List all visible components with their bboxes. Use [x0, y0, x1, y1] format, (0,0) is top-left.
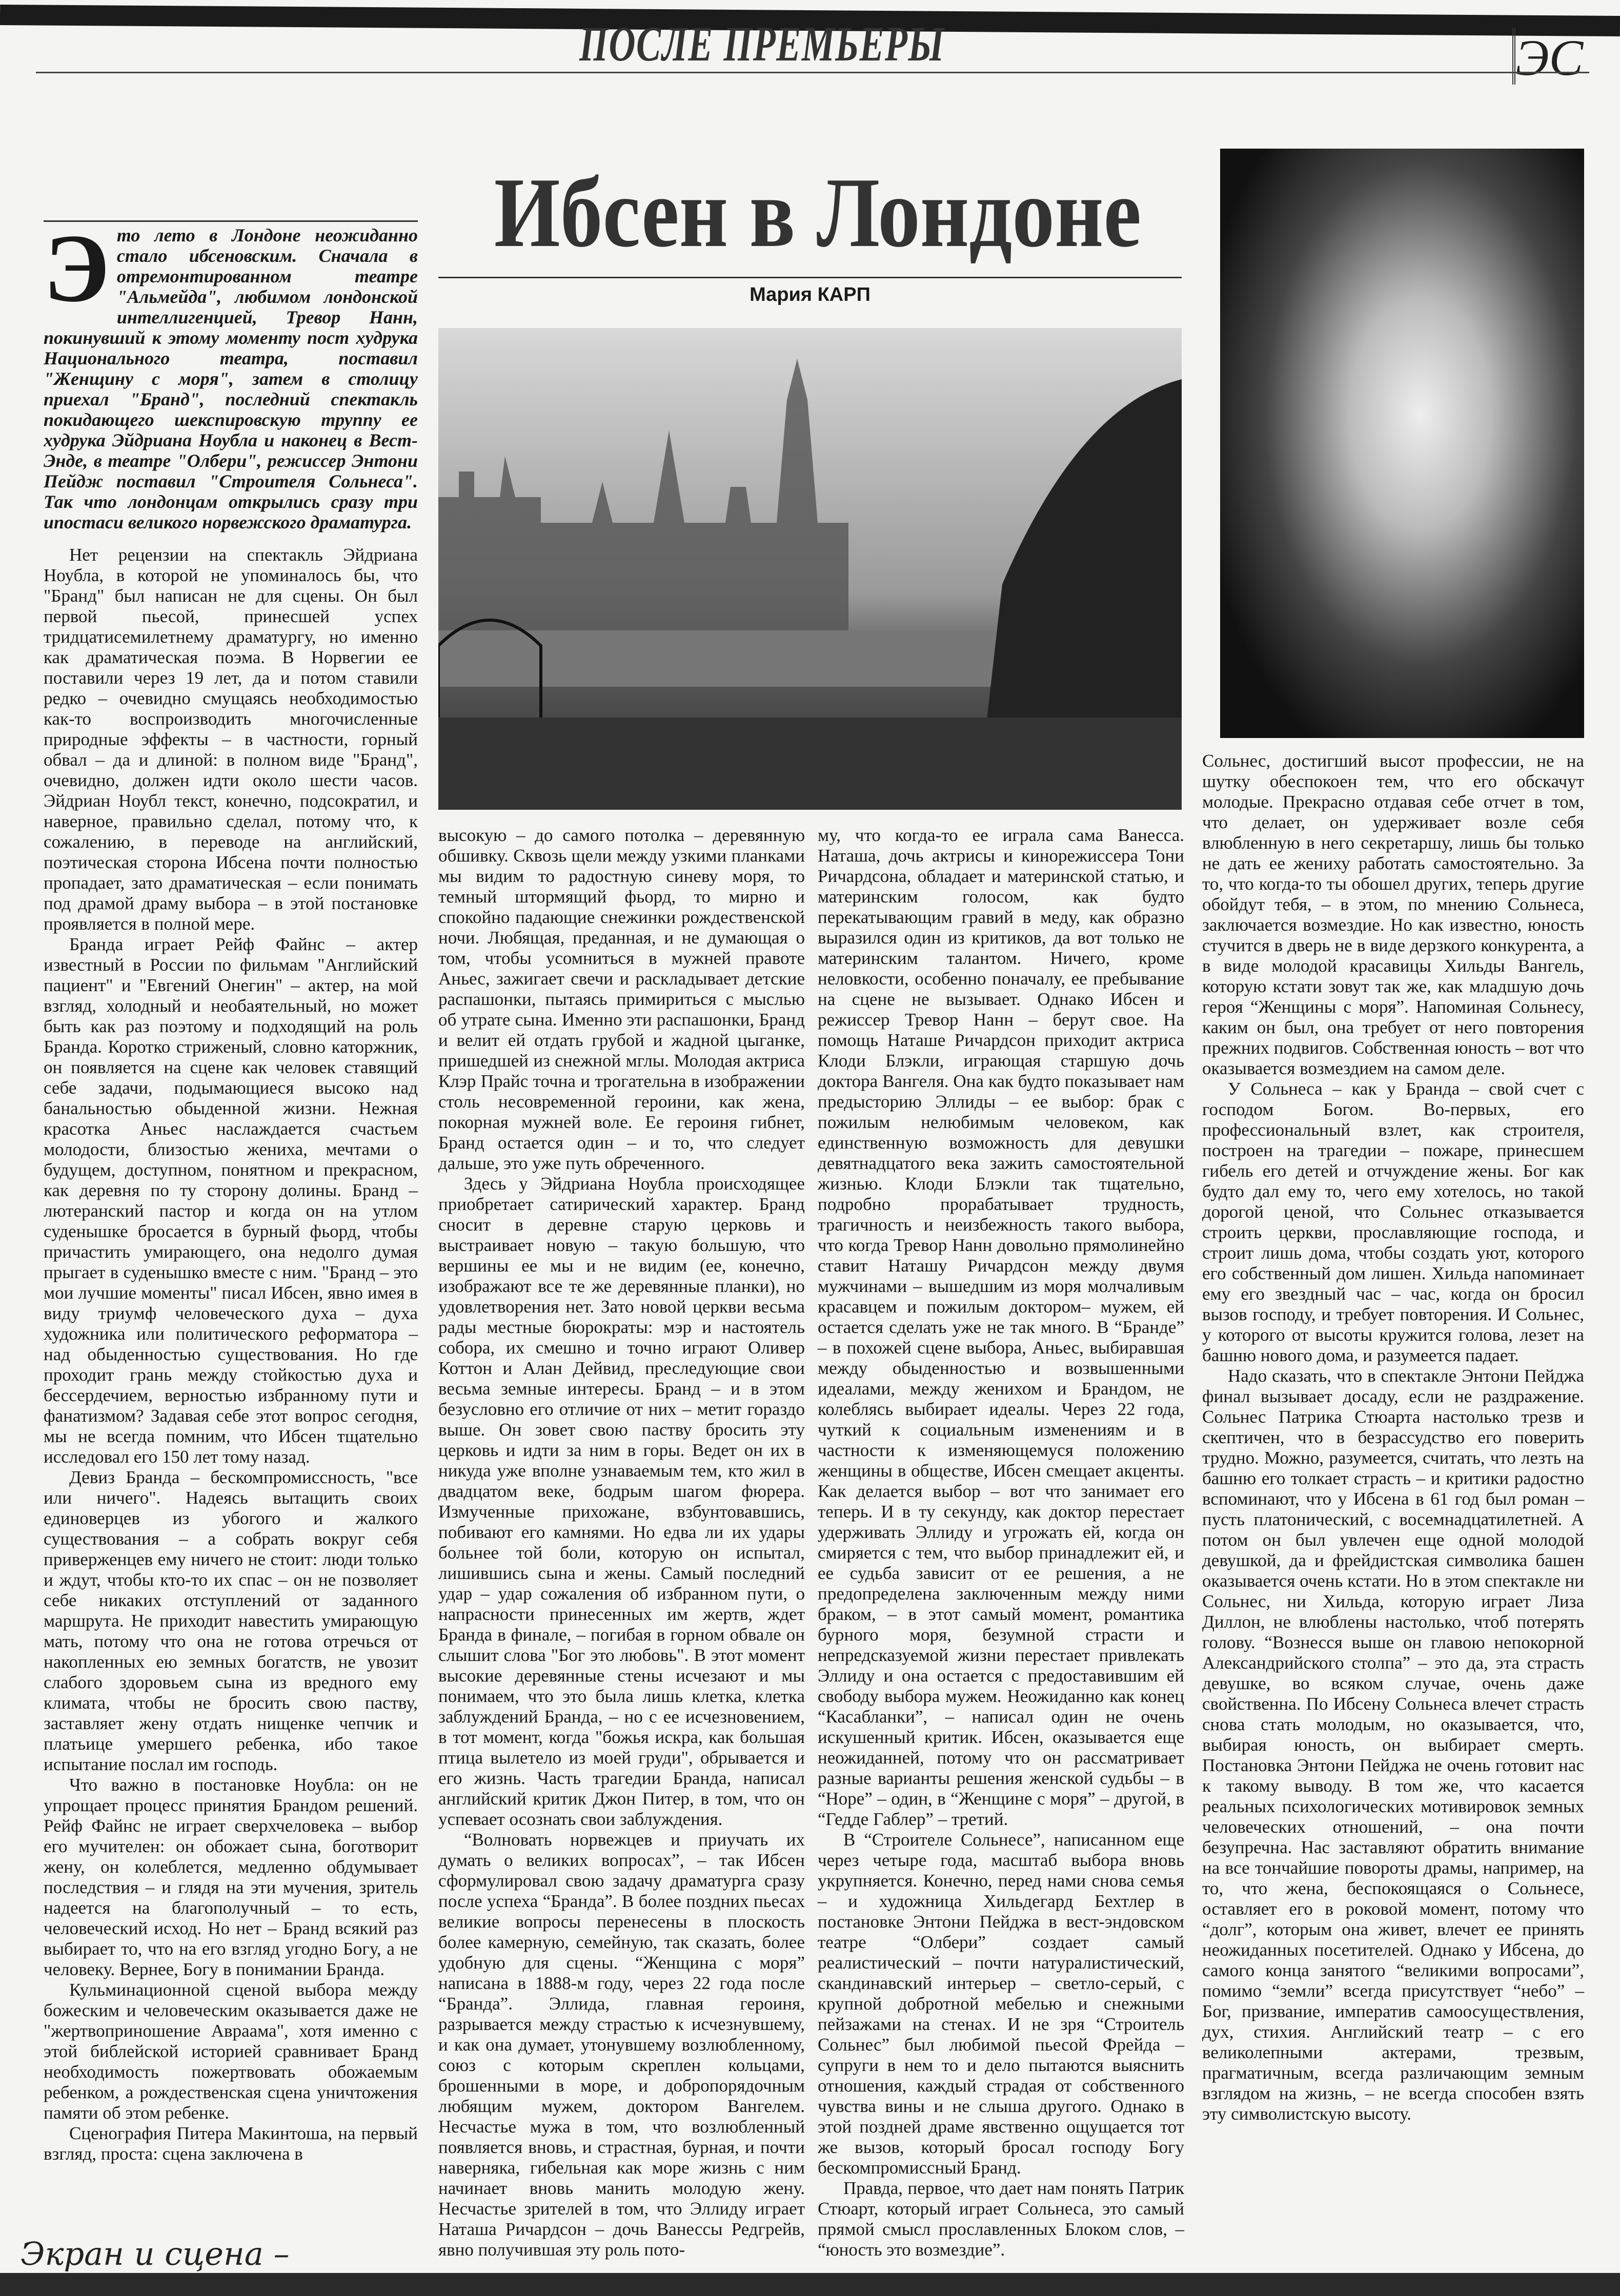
article-author: Мария КАРП	[750, 284, 870, 305]
paragraph: В “Строителе Сольнесе”, написанном еще через четыре года, масштаб выбора вновь укрупняется. Конечно, перед нами снова семья – и художница Хильдегард Бехтлер в постановке Энтони Пейджа в вест-эндовском театре “Олбери” создает самый реалистический – почти натуралистический, скандинавский интерьер – светло-серый, с крупной добротной мебелью и снежными пейзажами на стенах. И не зря “Строитель Сольнес” был любимой пьесой Фрейда – супруги в нем то и дело пытаются выяснить отношения, каждый страдая от собственного чувства вины и не слыша другого. Однако в этой поздней драме явственно ощущается тот же вызов, который бросал господу Богу бескомпромиссный Бранд.	[818, 1830, 1184, 2178]
paragraph: У Сольнеса – как у Бранда – свой счет с господом Богом. Во-первых, его профессиональный взлет, как строителя, построен на трагедии – пожаре, принесшем гибель его детей и отчуждение жены. Бог как будто дал ему то, чего ему хотелось, но такой дорогой ценой, что Сольнес отказывается строить церкви, прославляющие господа, и строит лишь дома, чтобы создать уют, которого его собственный дом лишен. Хильда напоминает ему его звездный час – час, когда он бросил вызов господу, и требует повторения. И Сольнес, у которого от высоты кружится голова, лезет на башню нового дома, и разумеется падает.	[1202, 1079, 1584, 1365]
paragraph: Кульминационной сценой выбора между божеским и человеческим оказывается даже не "жертвоприношение Авраама", хотя именно с этой библейской историей сравнивает Бранд необходимость пожертвовать обожаемым ребенком, а рождественская сцена уничтожения памяти об этом ребенке.	[44, 1980, 418, 2123]
lead-text: то лето в Лондоне неожиданно стало ибсеновским. Сначала в отремонтированном театре "Альмейда", любимом лондонской интеллигенцией, Тревор Нанн, покинувший к этому моменту пост худрука Национального театра, поставил "Женщину с моря", затем в столицу приехал "Бранд", последний спектакль покидающего шекспировскую труппу ее худрука Эйдриана Ноубла и наконец в Вест-Энде, в театре "Олбери", режиссер Энтони Пейдж поставил "Строителя Сольнеса". Так что лондонцам открылись сразу три ипостаси великого норвежского драматурга.	[44, 225, 418, 532]
paragraph: Девиз Бранда – бескомпромиссность, "все или ничего". Надеясь вытащить своих единоверцев из убогого и жалкого существования – а собрать вокруг себя приверженцев ему ничего не стоит: люди только и ждут, чтобы кто-то их спас – он не позволяет себе никаких отступлений от заданного маршрута. Не приходит навестить умирающую мать, потому что она не готова отречься от накопленных ею земных богатств, не увозит слабого здоровьем сына из вредного ему климата, чтобы не бросить свою паству, заставляет жену отдать нищенке чепчик и платьице умершего ребенка, ибо такое испытание послал им господь.	[44, 1467, 418, 1774]
london-photo	[438, 328, 1182, 810]
paragraph: “Волновать норвежцев и приучать их думать о великих вопросах”, – так Ибсен сформулировал свою задачу драматурга сразу после успеха “Бранда”. В более поздних пьесах великие вопросы перенесены в плоскость более камерную, семейную, так сказать, более удобную для сцены. “Женщина с моря” написана в 1888-м году, через 22 года после “Бранда”. Эллида, главная героиня, разрывается между страстью к исчезнувшему, и как она думает, утонувшему возлюбленному, союз с которым скреплен кольцами, брошенными в море, и добропорядочным любящим мужем, доктором Вангелем. Несчастье мужа в том, что возлюбленный появляется вновь, и страстная, бурная, и почти наверняка, гибельная как море жизнь с ним начинает вновь манить молодую жену. Несчастье зрителей в том, что Эллиду играет Наташа Ричардсон – дочь Ванессы Редгрейв, явно получившая эту роль пото-	[438, 1830, 805, 2260]
column-1	[44, 545, 418, 2164]
paragraph: Нет рецензии на спектакль Эйдриана Ноубла, в которой не упоминалось бы, что "Бранд" был написан не для сцены. Он был первой пьесой, принесшей успех тридцатисемилетнему драматургу, но именно как драматическая поэма. В Норвегии ее поставили через 19 лет, да и потом ставили редко – очевидно смущаясь необходимостью как-то воспроизводить многочисленные природные эффекты – в частности, горный обвал – да и длиной: в полном виде "Бранд", очевидно, должен идти около шести часов. Эйдриан Ноубл текст, конечно, подсократил, и наверное, правильно сделал, потому что, к сожалению, в переводе на английский, поэтическая сторона Ибсена почти полностью пропадает, зато драматическая – если понимать под драмой драму выбора – в этой постановке проявляется в полной мере.	[44, 545, 418, 934]
westminster-silhouette	[438, 328, 1182, 810]
article-lead	[44, 220, 418, 532]
column-3	[818, 825, 1184, 2260]
article-title: Ибсен в Лондоне	[494, 157, 1142, 268]
paragraph: Что важно в постановке Ноубла: он не упрощает процесс принятия Брандом решений. Рейф Файнс не играет сверхчеловека – выбор его мучителен: он обожает сына, боготворит жену, он колеблется, медленно обдумывает последствия – и глядя на эти мучения, зритель надеется на благополучный – то есть, человеческий исход. Но нет – Бранд всякий раз выбирает то, что на его взгляд угодно Богу, а не человеку. Вернее, Богу в понимании Бранда.	[44, 1775, 418, 1979]
column-4	[1202, 751, 1584, 2124]
paragraph: Здесь у Эйдриана Ноубла происходящее приобретает сатирический характер. Бранд сносит в деревне старую церковь и выстраивает новую – такую большую, что вершины ее мы и не видим (ее, конечно, изображают все те же деревянные планки), но удовлетворения нет. Зато новой церкви весьма рады местные бюрократы: мэр и настоятель собора, их смешно и точно играют Оливер Коттон и Алан Дейвид, преследующие свои весьма земные интересы. Бранд – и в этом безусловно его отличие от них – метит гораздо выше. Он зовет свою паству бросить эту церковь и идти за ним в горы. Ведет он их в никуда уже вполне узнаваемым тем, кто жил в двадцатом веке, бодрым шагом фюрера. Измученные прихожане, взбунтовавшись, побивают его камнями. Но едва ли их удары больнее той боли, которую он испытал, лишившись сына и жены. Самый последний удар – удар сожаления об избранном пути, о напрасности принесенных им жертв, ждет Бранда в финале, – погибая в горном обвале он слышит слова "Бог это любовь". В этот момент высокие деревянные стены исчезают и мы понимаем, что это была лишь клетка, клетка заблуждений Бранда, – но с ее исчезновением, в тот момент, когда "божья искра, как большая птица вылетело из моей груди", обрывается и его жизнь. Часть трагедии Бранда, написал английский критик Джон Питер, в том, что он успевает осознать свои заблуждения.	[438, 1174, 805, 1829]
newspaper-logo: ЭС	[1512, 28, 1587, 85]
paragraph: Сценография Питера Макинтоша, на первый взгляд, проста: сцена заключена в	[44, 2123, 418, 2164]
bottom-border	[0, 2273, 1620, 2296]
paragraph: му, что когда-то ее играла сама Ванесса. Наташа, дочь актрисы и кинорежиссера Тони Ричардсона, обладает и материнской статью, и материнским голосом, как будто перекатывающим гравий в меду, как образно выразился один из критиков, да вот только не материнским талантом. Ничего, кроме неловкости, особенно поначалу, ее пребывание на сцене не вызывает. Однако Ибсен и режиссер Тревор Нанн – берут свое. На помощь Наташе Ричардсон приходит актриса Клоди Блэкли, играющая старшую дочь доктора Вангеля. Она как будто показывает нам предысторию Эллиды – ее выбор: брак с пожилым нелюбимым человеком, как единственную возможность для девушки девятнадцатого века зажить самостоятельной жизнью. Клоди Блэкли так тщательно, подробно прорабатывает трудность, трагичность и неизбежность такого выбора, что когда Тревор Нанн довольно прямолинейно ставит Наташу Ричардсон между двумя мужчинами – вышедшим из моря молчаливым красавцем и пожилым доктором– мужем, ей остается сделать уже не так много. В “Бранде” – в похожей сцене выбора, Аньес, выбиравшая между обыденностью и возвышенными идеалами, между женихом и Брандом, не колеблясь выбирает идеалы. Через 22 года, чуткий к социальным изменениям и в частности к изменяющемуся положению женщины в обществе, Ибсен смещает акценты. Как делается выбор – вот что занимает его теперь. И в ту секунду, как доктор перестает удерживать Эллиду и угрожать ей, когда он смиряется с тем, что выбор принадлежит ей, и ее судьба зависит от ее решения, а не предопределена заключенным между ними браком, – в этот самый момент, романтика бурного моря, безумной страсти и непредсказуемой жизни перестает привлекать Эллиду и она остается с предоставившим ей свободу выбора мужем. Неожиданно как конец “Касабланки”, – написал один не очень искушенный критик. Ибсен, оказывается еще неожиданней, потому что он рассматривает разные варианты решения женской судьбы – в “Норе” – один, в “Женщине с моря” – другой, в “Гедде Габлер” – третий.	[818, 825, 1184, 1829]
paragraph: высокую – до самого потолка – деревянную обшивку. Сквозь щели между узкими планками мы видим то радостную синеву моря, то темный штормящий фьорд, то мирно и спокойно падающие снежинки рождественской ночи. Любящая, преданная, и не думающая о том, чтобы усомниться в мужней правоте Аньес, зажигает свечи и раскладывает детские распашонки, пытаясь примириться с мыслью об утрате сына. Именно эти распашонки, Бранд и велит ей отдать грубой и жадной цыганке, пришедшей из снежной мглы. Молодая актриса Клэр Прайс точна и трогательна в изображении столь несовременной героини, как жена, покорная мужней воле. Ее героиня гибнет, Бранд остается один – и то, что следует дальше, это уже путь обреченного.	[438, 825, 805, 1173]
left-column-flow	[44, 220, 418, 2164]
author-divider	[438, 277, 1182, 278]
paragraph: Надо сказать, что в спектакле Энтони Пейджа финал вызывает досаду, если не раздражение. Сольнес Патрика Стюарта настолько трезв и скептичен, что в безрассудство его поверить трудно. Можно, разумеется, считать, что лезть на башню его толкает страсть – и критики радостно вспоминают, что у Ибсена в 61 год был роман – пусть платонический, с восемнадцатилетней. А потом он был увлечен еще одной молодой девушкой, да и фрейдистская символика башен оказывается очень кстати. Но в этом спектакле ни Сольнес, ни Хильда, которую играет Лиза Диллон, не влюблены настолько, чтоб потерять голову. “Вознесся выше он главою непокорной Александрийского столпа” – это да, эта страсть девушке, во всяком случае, очень даже свойственна. По Ибсену Сольнеса влечет страсть снова стать молодым, но оказывается, что, выбирая юность, он выбирает смерть. Постановка Энтони Пейджа не очень готовит нас к такому выводу. В том же, что касается реальных психологических мотивировок земных человеческих отношений, – она почти безупречна. Нас заставляют обратить внимание на все тончайшие повороты драмы, например, на то, что жена, беспокоящаяся о Сольнесе, оставляет его в роковой момент, потому что “долг”, которым она живет, влечет ее принять неожиданных посетителей. Однако у Ибсена, до самого конца занятого “великими вопросами”, помимо “земли” всегда присутствует “небо” – Бог, призвание, императив самоосуществления, дух, стихия. Английский театр – с его великолепными актерами, трезвым, прагматичным, всегда различающим земным взглядом на жизнь, – не всегда способен взять эту символистскую высоту.	[1202, 1366, 1585, 2124]
handwritten-note: Экран и сцена –	[21, 2235, 290, 2272]
section-rubric: ПОСЛЕ ПРЕМЬЕРЫ	[579, 16, 945, 71]
drop-cap: Э	[44, 220, 110, 322]
paragraph: Бранда играет Рейф Файнс – актер известный в России по фильмам "Английский пациент" и "Евгений Онегин" – актер, на мой взгляд, холодный и необаятельный, но может быть как раз поэтому и подходящий на роль Бранда. Коротко стриженый, словно каторжник, он появляется на сцене как человек ставящий себе задачи, подымающиеся высоко над банальностью обыденной жизни. Нежная красотка Аньес наслаждается счастьем молодости, близостью жениха, мечтами о будущем, доступном, понятном и прекрасном, как деревня по ту сторону долины. Бранд – лютеранский пастор и когда он на утлом суденышке бросается в бурный фьорд, чтобы причастить умирающего, она недолго думая прыгает в суденышко вместе с ним. "Бранд – это мои лучшие моменты" писал Ибсен, явно имея в виду триумф человеческого духа – духа художника или политического реформатора – над обыденностью существования. Но где проходит грань между стойкостью духа и бессердечием, верностью избранному пути и фанатизмом? Задавая себе этот вопрос сегодня, мы не всегда помним, что Ибсен тщательно исследовал его 150 лет тому назад.	[44, 934, 418, 1467]
ibsen-portrait	[1220, 149, 1584, 738]
paragraph: Правда, первое, что дает нам понять Патрик Стюарт, который играет Сольнеса, это самый прямой смысл прославленных Блоком слов, – “юность это возмездие”.	[818, 2178, 1184, 2260]
column-2	[438, 825, 805, 2260]
paragraph: Сольнес, достигший высот профессии, не на шутку обеспокоен тем, что его обскачут молодые. Прекрасно отдавая себе отчет в том, что делает, он удерживает возле себя влюбленную в него секретаршу, лишь бы только не дать ее жениху работать самостоятельно. За то, что когда-то ты обошел других, теперь другие обойдут тебя, – в этом, по мнению Сольнеса, заключается возмездие. Но как известно, юность стучится в дверь не в виде дерзкого конкурента, а в виде молодой красавицы Хильды Вангель, которую кстати зовут так же, как младшую дочь героя “Женщины с моря”. Напоминая Сольнесу, каким он был, она требует от него повторения прежних подвигов. Собственная юность – вот что оказывается возмездием на самом деле.	[1202, 751, 1584, 1078]
